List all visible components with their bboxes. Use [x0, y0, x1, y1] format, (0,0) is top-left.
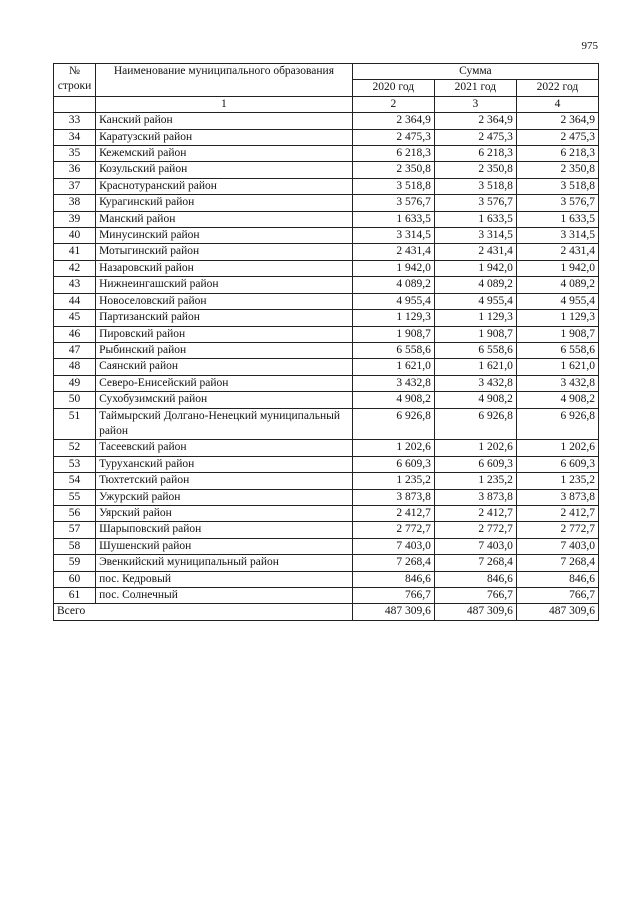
municipality-name: Курагинский район [96, 195, 353, 211]
table-row [54, 195, 599, 211]
sum-2020: 3 576,7 [352, 195, 434, 211]
sum-2022: 1 235,2 [516, 473, 598, 489]
budget-table [53, 63, 599, 621]
column-index: 4 [516, 96, 598, 112]
municipality-name: Мотыгинский район [96, 244, 353, 260]
sum-2020: 3 314,5 [352, 228, 434, 244]
sum-2021: 1 633,5 [434, 211, 516, 227]
municipality-name: пос. Солнечный [96, 588, 353, 604]
sum-2020: 3 432,8 [352, 375, 434, 391]
sum-2021: 3 518,8 [434, 178, 516, 194]
sum-2021: 766,7 [434, 588, 516, 604]
municipality-name: Каратузский район [96, 129, 353, 145]
row-number: 36 [54, 162, 96, 178]
sum-2022: 3 873,8 [516, 489, 598, 505]
sum-2020: 766,7 [352, 588, 434, 604]
row-number: 60 [54, 571, 96, 587]
row-number: 41 [54, 244, 96, 260]
table-row [54, 113, 599, 129]
row-number: 39 [54, 211, 96, 227]
header-year-2021: 2021 год [434, 80, 516, 96]
sum-2022: 2 350,8 [516, 162, 598, 178]
table-row [54, 505, 599, 521]
table-row [54, 571, 599, 587]
municipality-name: Краснотуранский район [96, 178, 353, 194]
header-sum: Сумма [352, 64, 598, 80]
sum-2021: 2 412,7 [434, 505, 516, 521]
sum-2022: 1 129,3 [516, 310, 598, 326]
sum-2020: 1 235,2 [352, 473, 434, 489]
sum-2020: 4 908,2 [352, 392, 434, 408]
sum-2021: 1 129,3 [434, 310, 516, 326]
sum-2022: 2 431,4 [516, 244, 598, 260]
table-row [54, 310, 599, 326]
table-row [54, 146, 599, 162]
sum-2021: 4 955,4 [434, 293, 516, 309]
sum-2021: 1 621,0 [434, 359, 516, 375]
sum-2021: 3 314,5 [434, 228, 516, 244]
municipality-name: Тасеевский район [96, 440, 353, 456]
sum-2021: 6 926,8 [434, 408, 516, 440]
sum-2021: 3 873,8 [434, 489, 516, 505]
table-row [54, 293, 599, 309]
column-index: 3 [434, 96, 516, 112]
sum-2020: 7 268,4 [352, 555, 434, 571]
municipality-name: Шарыповский район [96, 522, 353, 538]
row-number: 48 [54, 359, 96, 375]
row-number: 55 [54, 489, 96, 505]
municipality-name: Рыбинский район [96, 342, 353, 358]
table-row [54, 440, 599, 456]
table-row [54, 260, 599, 276]
table-row [54, 408, 599, 440]
row-number: 61 [54, 588, 96, 604]
sum-2021: 3 432,8 [434, 375, 516, 391]
row-number: 50 [54, 392, 96, 408]
sum-2020: 1 942,0 [352, 260, 434, 276]
sum-2022: 3 314,5 [516, 228, 598, 244]
sum-2021: 4 089,2 [434, 277, 516, 293]
sum-2020: 6 218,3 [352, 146, 434, 162]
column-index: 1 [96, 96, 353, 112]
sum-2020: 6 609,3 [352, 456, 434, 472]
row-number: 40 [54, 228, 96, 244]
table-row [54, 129, 599, 145]
sum-2022: 2 772,7 [516, 522, 598, 538]
header-year-2022: 2022 год [516, 80, 598, 96]
sum-2021: 3 576,7 [434, 195, 516, 211]
sum-2020: 2 364,9 [352, 113, 434, 129]
row-number: 57 [54, 522, 96, 538]
table-row [54, 326, 599, 342]
table-row [54, 244, 599, 260]
row-number: 46 [54, 326, 96, 342]
sum-2020: 4 089,2 [352, 277, 434, 293]
sum-2022: 4 089,2 [516, 277, 598, 293]
sum-2020: 1 621,0 [352, 359, 434, 375]
municipality-name: Кежемский район [96, 146, 353, 162]
table-row [54, 178, 599, 194]
municipality-name: Козульский район [96, 162, 353, 178]
sum-2022: 3 432,8 [516, 375, 598, 391]
sum-2022: 3 518,8 [516, 178, 598, 194]
sum-2021: 1 942,0 [434, 260, 516, 276]
sum-2020: 7 403,0 [352, 538, 434, 554]
sum-2021: 2 475,3 [434, 129, 516, 145]
row-number: 56 [54, 505, 96, 521]
sum-2021: 6 558,6 [434, 342, 516, 358]
sum-2021: 2 431,4 [434, 244, 516, 260]
total-label: Всего [54, 604, 353, 620]
total-2022: 487 309,6 [516, 604, 598, 620]
sum-2022: 846,6 [516, 571, 598, 587]
sum-2020: 2 412,7 [352, 505, 434, 521]
table-row [54, 456, 599, 472]
municipality-name: Назаровский район [96, 260, 353, 276]
municipality-name: Туруханский район [96, 456, 353, 472]
municipality-name: Сухобузимский район [96, 392, 353, 408]
row-number: 42 [54, 260, 96, 276]
table-row [54, 228, 599, 244]
column-index: 2 [352, 96, 434, 112]
row-number: 51 [54, 408, 96, 440]
table-row [54, 588, 599, 604]
sum-2022: 2 412,7 [516, 505, 598, 521]
sum-2022: 766,7 [516, 588, 598, 604]
row-number: 58 [54, 538, 96, 554]
sum-2021: 4 908,2 [434, 392, 516, 408]
table-row [54, 342, 599, 358]
table-row [54, 375, 599, 391]
table-row [54, 555, 599, 571]
municipality-name: пос. Кедровый [96, 571, 353, 587]
sum-2022: 2 475,3 [516, 129, 598, 145]
row-number: 44 [54, 293, 96, 309]
sum-2020: 6 926,8 [352, 408, 434, 440]
municipality-name: Новоселовский район [96, 293, 353, 309]
sum-2021: 6 609,3 [434, 456, 516, 472]
sum-2022: 2 364,9 [516, 113, 598, 129]
municipality-name: Эвенкийский муниципальный район [96, 555, 353, 571]
sum-2021: 7 268,4 [434, 555, 516, 571]
sum-2020: 3 518,8 [352, 178, 434, 194]
municipality-name: Саянский район [96, 359, 353, 375]
municipality-name: Манский район [96, 211, 353, 227]
municipality-name: Партизанский район [96, 310, 353, 326]
row-number: 33 [54, 113, 96, 129]
sum-2022: 1 621,0 [516, 359, 598, 375]
municipality-name: Северо-Енисейский район [96, 375, 353, 391]
sum-2020: 6 558,6 [352, 342, 434, 358]
row-number: 35 [54, 146, 96, 162]
sum-2022: 3 576,7 [516, 195, 598, 211]
sum-2020: 3 873,8 [352, 489, 434, 505]
sum-2020: 4 955,4 [352, 293, 434, 309]
municipality-name: Уярский район [96, 505, 353, 521]
sum-2021: 1 235,2 [434, 473, 516, 489]
sum-2021: 6 218,3 [434, 146, 516, 162]
table-row [54, 473, 599, 489]
sum-2022: 4 955,4 [516, 293, 598, 309]
row-number: 54 [54, 473, 96, 489]
header-year-2020: 2020 год [352, 80, 434, 96]
sum-2020: 1 908,7 [352, 326, 434, 342]
sum-2021: 1 908,7 [434, 326, 516, 342]
sum-2020: 2 475,3 [352, 129, 434, 145]
municipality-name: Нижнеингашский район [96, 277, 353, 293]
table-row [54, 489, 599, 505]
table-row [54, 277, 599, 293]
column-index [54, 96, 96, 112]
row-number: 59 [54, 555, 96, 571]
total-2020: 487 309,6 [352, 604, 434, 620]
header-municipality-name: Наименование муниципального образования [96, 64, 353, 97]
sum-2020: 1 202,6 [352, 440, 434, 456]
municipality-name: Тюхтетский район [96, 473, 353, 489]
table-row [54, 392, 599, 408]
header-row-number: № строки [54, 64, 96, 97]
municipality-name: Минусинский район [96, 228, 353, 244]
sum-2022: 7 268,4 [516, 555, 598, 571]
row-number: 53 [54, 456, 96, 472]
table-body [54, 96, 599, 620]
municipality-name: Канский район [96, 113, 353, 129]
sum-2022: 1 633,5 [516, 211, 598, 227]
sum-2022: 6 609,3 [516, 456, 598, 472]
sum-2021: 846,6 [434, 571, 516, 587]
sum-2022: 4 908,2 [516, 392, 598, 408]
sum-2022: 7 403,0 [516, 538, 598, 554]
row-number: 47 [54, 342, 96, 358]
row-number: 37 [54, 178, 96, 194]
sum-2022: 1 942,0 [516, 260, 598, 276]
sum-2020: 2 431,4 [352, 244, 434, 260]
sum-2021: 2 772,7 [434, 522, 516, 538]
sum-2021: 1 202,6 [434, 440, 516, 456]
sum-2020: 846,6 [352, 571, 434, 587]
sum-2021: 2 364,9 [434, 113, 516, 129]
row-number: 49 [54, 375, 96, 391]
sum-2022: 1 202,6 [516, 440, 598, 456]
sum-2020: 2 772,7 [352, 522, 434, 538]
row-number: 43 [54, 277, 96, 293]
sum-2022: 6 218,3 [516, 146, 598, 162]
row-number: 38 [54, 195, 96, 211]
row-number: 52 [54, 440, 96, 456]
sum-2020: 1 633,5 [352, 211, 434, 227]
municipality-name: Шушенский район [96, 538, 353, 554]
sum-2020: 1 129,3 [352, 310, 434, 326]
sum-2021: 7 403,0 [434, 538, 516, 554]
table-row [54, 211, 599, 227]
total-2021: 487 309,6 [434, 604, 516, 620]
row-number: 34 [54, 129, 96, 145]
table-row [54, 522, 599, 538]
table-row [54, 359, 599, 375]
column-index-row [54, 96, 599, 112]
sum-2020: 2 350,8 [352, 162, 434, 178]
table-row [54, 162, 599, 178]
total-row [54, 604, 599, 620]
page-number: 975 [581, 40, 598, 52]
sum-2021: 2 350,8 [434, 162, 516, 178]
sum-2022: 1 908,7 [516, 326, 598, 342]
sum-2022: 6 926,8 [516, 408, 598, 440]
row-number: 45 [54, 310, 96, 326]
sum-2022: 6 558,6 [516, 342, 598, 358]
table-row [54, 538, 599, 554]
municipality-name: Ужурский район [96, 489, 353, 505]
municipality-name: Пировский район [96, 326, 353, 342]
municipality-name: Таймырский Долгано-Ненецкий муниципальный район [96, 408, 353, 440]
